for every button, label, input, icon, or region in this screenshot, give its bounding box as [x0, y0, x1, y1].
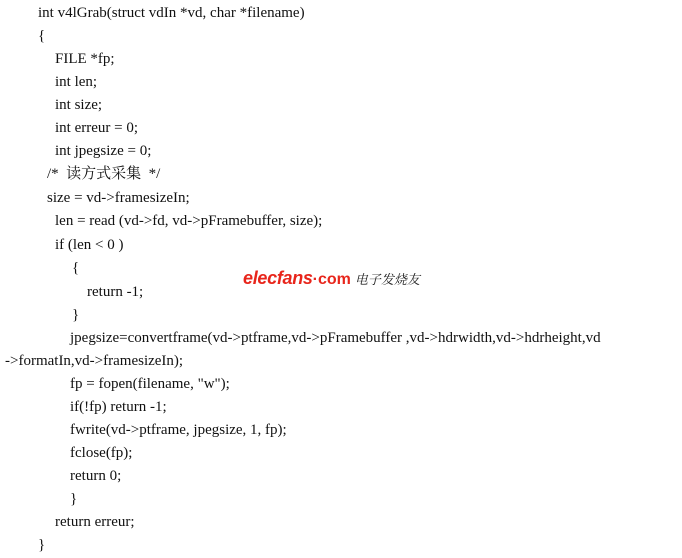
code-line-return-zero: return 0;	[70, 468, 122, 484]
code-line-convertframe: jpegsize=convertframe(vd->ptframe,vd->pFramebuffer ,vd->hdrwidth,vd->hdrheight,vd	[70, 330, 601, 346]
code-line-if-fp: if(!fp) return -1;	[70, 399, 167, 415]
code-line-erreur-decl: int erreur = 0;	[55, 120, 139, 136]
watermark-brand: elecfans	[243, 268, 313, 288]
code-line-if-open-brace: {	[72, 260, 80, 276]
code-line-size-assign: size = vd->framesizeIn;	[47, 190, 190, 206]
code-line-block-close-brace: }	[70, 491, 78, 507]
watermark-dot-com: ·com	[312, 271, 351, 288]
code-line-open-brace: {	[38, 28, 46, 44]
code-line-file-decl: FILE *fp;	[55, 51, 115, 67]
code-line-len-decl: int len;	[55, 74, 98, 90]
code-line-fopen: fp = fopen(filename, "w");	[70, 376, 230, 392]
code-line-convertframe-cont: ->formatIn,vd->framesizeIn);	[5, 353, 184, 369]
code-line-fclose: fclose(fp);	[70, 445, 133, 461]
code-line-return-erreur: return erreur;	[55, 514, 135, 530]
code-line-comment: /* 读方式采集 */	[47, 166, 161, 182]
code-line-function-signature: int v4lGrab(struct vdIn *vd, char *filename)	[38, 5, 305, 21]
code-line-return-error: return -1;	[87, 284, 144, 300]
code-line-fwrite: fwrite(vd->ptframe, jpegsize, 1, fp);	[70, 422, 287, 438]
watermark-chinese: 电子发烧友	[354, 273, 420, 288]
code-line-read-call: len = read (vd->fd, vd->pFramebuffer, size);	[55, 213, 323, 229]
code-line-if-len: if (len < 0 )	[55, 237, 124, 253]
code-line-size-decl: int size;	[55, 97, 103, 113]
code-line-close-brace: }	[38, 537, 46, 553]
code-line-if-close-brace: }	[72, 307, 80, 323]
code-line-jpegsize-decl: int jpegsize = 0;	[55, 143, 152, 159]
elecfans-watermark	[243, 268, 420, 289]
